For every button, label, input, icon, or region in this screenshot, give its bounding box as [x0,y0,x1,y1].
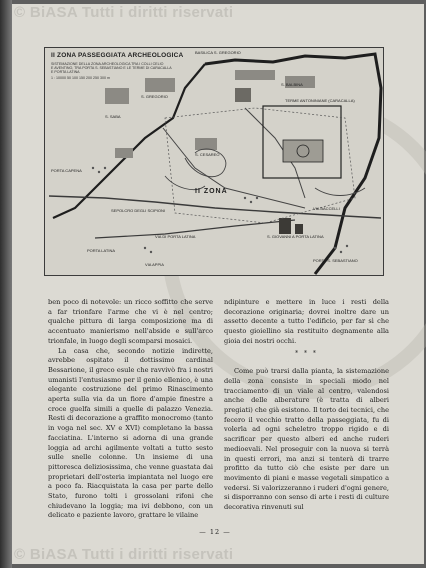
archaeological-zone-map [44,47,384,276]
map-subtitle-line: SISTEMAZIONE DELLA ZONA ARCHEOLOGICA TRA I COLLI CELIO [51,62,164,66]
map-label-porta-s-sebastiano: PORTA S. SEBASTIANO [313,258,358,263]
paragraph: Come può trarsi dalla pianta, la sistemazione della zona consiste in speciali modo nel tracciamento di un viale al centro, valendosi anche delle alberature (è tratta di alberi pregiati) che già esistono. Il torto dei tecnici, che fecero il vecchio tratto della passeggiata, fu di volerla ad ogni scheletro troppo rigido e di sacrificar per questo alberi ed anche ruderi medioevali. Nel proseguir con la nuova si terrà in questi errori, ma anzi si tenterà di trarre profitto da tutto ciò che esiste per dare un movimento di piani e masse vegetali simpatico a vedersi. Si valorizzeranno i ruderi d'ogni genere, si disporranno con senso di arte i resti di culture decorativa rinvenuti sul [224,367,390,512]
map-label-top: BASILICA S. GREGORIO [195,50,241,55]
section-separator: * * * [295,349,318,357]
map-label-s-balbina: S. BALBINA [281,82,303,87]
page-number: — 12 — [199,528,231,536]
map-label-s-cesareo: S. CESAREO [195,152,220,157]
map-label-via-appia: VIA APPIA [145,262,164,267]
map-label-s-gregorio: S. GREGORIO [141,94,168,99]
map-label-zona: II ZONA [195,188,228,195]
map-label-porta-latina: PORTA LATINA [87,248,116,253]
paragraph: La casa che, secondo notizie indirette, avrebbe ospitato il dottissimo cardinal Bessarione, il greco esule che ravvivò fra i nostri umanisti l'entusiasmo per il genio ellenico, è una elegante costruzione del primo Rinascimento aperta sulla via da un fiore d'ampie finestre a croce guelfa simili a quelle di palazzo Venezia. Resti di decorazione a graffito monocromo (tanto in voga nel sec. XV e XVI) completano la bassa facciatina. L'interno si adorna di una grande loggia ad archi agilmente voltati a tutto sesto sulle snelle colonne. Un insieme di una pittoresca deliziosissima, che venne guastata dai proprietari dell'osteria impiantata nel luogo ere a poco fa. Riacquistata la casa per parte dello Stato, furono tolti i grossolani rifoni che chiudevano la loggia; ma ivi debbono, con un delicato e paziente lavoro, grattare le vilaine [48,346,213,520]
map-label-s-saba: S. SABA [105,114,121,119]
map-label-caracalla: TERME ANTONINIANE (CARACALLA) [285,98,355,103]
map-subtitle-line: E PORTA LATINA [51,70,80,74]
map-label-via-porta-latina: VIA DI PORTA LATINA [155,234,196,239]
map-label-via-bacelli: VIA BACCELLI [313,206,340,211]
paragraph: ndipinture e mettere in luce i resti della decorazione originaria; dovrei inoltre dare un assetto decente a tutto l'edificio, per far sì che questo gioiellino sia restituito degnamente alla gioia dei nostri occhi. [224,298,389,345]
map-drawing [45,48,383,275]
map-label-sepolcro: SEPOLCRO DEGLI SCIPIONI [111,208,166,213]
right-text-column [224,298,389,513]
document-page [12,4,424,564]
map-title: II ZONA PASSEGGIATA ARCHEOLOGICA [51,52,184,59]
map-scale-bar: 1 : 10000 50 100 150 200 250 300 m [51,76,110,80]
left-text-column [48,298,213,521]
map-subtitle-line: E AVENTINO, TRA PORTA S. SEBASTIANO E LE TERME DI CARACALLA [51,66,172,70]
paragraph: ben poco di notevole: un ricco soffitto che serve a far trionfare l'arme che vi è nel centro; qualche pittura di larga composizione ma di accentuato manierismo nell'abside e sull'arco trionfale, in luogo degli scomparsi mosaici. [48,298,213,345]
map-label-porta-capena: PORTA CAPENA [51,168,82,173]
map-label-s-giovanni: S. GIOVANNI A PORTA LATINA [267,234,324,239]
watermark-bottom: © BiASA Tutti i diritti riservati [14,546,234,563]
page-edge-shadow [0,0,12,568]
watermark-top: © BiASA Tutti i diritti riservati [14,4,234,21]
